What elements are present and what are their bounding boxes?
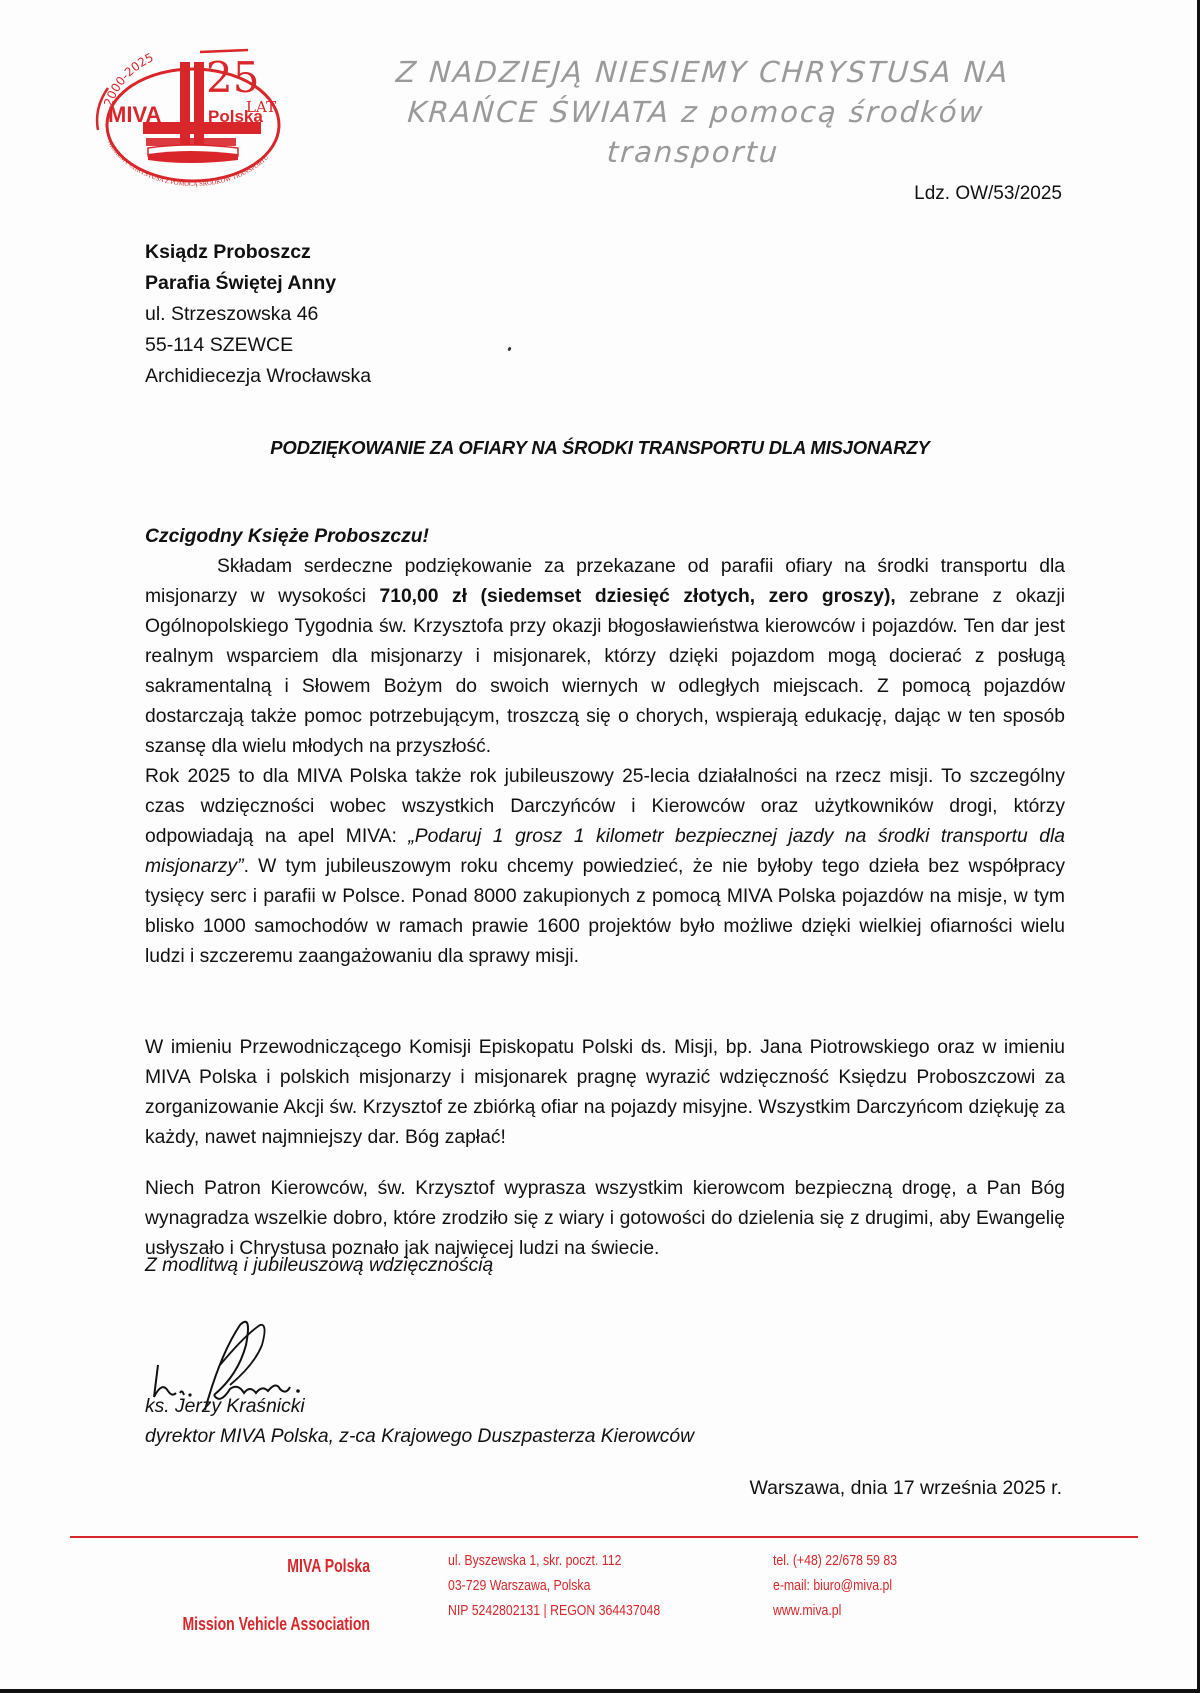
logo-years-text: 2000-2025 — [101, 50, 156, 109]
p1b-before-quote: Rok 2025 to dla MIVA Polska także rok jubileuszowy 25-lecia działalności na rzecz misji. To szczególny czas wdzięczności wobec wszystkich Darczyńców i Kierowców oraz użytkowników drogi, którzy odpowiadają na apel MIVA: — [145, 766, 1065, 847]
date-line: Warszawa, dnia 17 września 2025 r. — [749, 1477, 1062, 1499]
logo-miva-text: MIVA — [108, 102, 162, 127]
recipient-diocese: Archidiecezja Wrocławska — [145, 365, 372, 387]
footer-tax-ids: NIP 5242802131 | REGON 364437048 — [448, 1602, 661, 1619]
paragraph-3 — [145, 1174, 1065, 1264]
p1-before-amount: Składam serdeczne podziękowanie za przekazane od parafii ofiary na środki transportu dla misjonarzy w wysokości — [145, 556, 1065, 607]
miva-25-years-logo — [88, 30, 298, 200]
logo-25-text: 25 — [206, 53, 260, 102]
paragraph-3-text: Niech Patron Kierowców, św. Krzysztof wyprasza wszystkim kierowcom bezpieczną drogę, a Pan Bóg wynagradza wszelkie dobro, które zrodziło się z wiary i gotowości do dzielenia się z drugimi, aby Ewangelię usłyszało i Chrystusa poznało jak najwięcej ludzi na świecie. — [145, 1178, 1065, 1259]
miva-appeal-quote: „Podaruj 1 grosz 1 kilometr bezpiecznej jazdy na środki transportu dla misjonarzy” — [145, 826, 1065, 877]
footer-divider — [70, 1536, 1138, 1538]
footer-website[interactable]: www.miva.pl — [773, 1602, 842, 1619]
paragraph-1 — [145, 552, 1065, 972]
footer-phone: tel. (+48) 22/678 59 83 — [773, 1552, 898, 1569]
footer-address — [448, 1548, 660, 1623]
recipient-address — [145, 237, 371, 392]
paragraph-2-text: W imieniu Przewodniczącego Komisji Episkopatu Polski ds. Misji, bp. Jana Piotrowskiego oraz w imieniu MIVA Polska i polskich misjonarzy i misjonarek pragnę wyrazić wdzięczność Księdzu Proboszczowi za zorganizowanie Akcji św. Krzysztof ze zbiórką ofiar na pojazdy misyjne. Wszystkim Darczyńcom dziękuję za każdy, nawet najmniejszy dar. Bóg zapłać! — [145, 1037, 1065, 1148]
letter-subject: PODZIĘKOWANIE ZA OFIARY NA ŚRODKI TRANSPORTU DLA MISJONARZY — [270, 437, 930, 458]
footer-address-line-2: 03-729 Warszawa, Polska — [448, 1577, 591, 1594]
recipient-title: Ksiądz Proboszcz — [145, 241, 311, 263]
reference-number: Ldz. OW/53/2025 — [914, 183, 1062, 204]
closing-phrase: Z modlitwą i jubileuszową wdzięcznością — [145, 1255, 494, 1276]
footer-email[interactable]: e-mail: biuro@miva.pl — [773, 1577, 893, 1594]
logo-arc-text: NIESIEMY CHRYSTUSA Z POMOCĄ ŚRODKÓW TRANSPORTU — [105, 139, 271, 189]
tagline-line-1: Z NADZIEJĄ NIESIEMY CHRYSTUSA NA — [394, 55, 1011, 89]
p1-after-amount: zebrane z okazji Ogólnopolskiego Tygodnia św. Krzysztofa przy okazji błogosławieństwa kierowców i pojazdów. Ten dar jest realnym wsparciem dla misjonarzy i misjonarek, którzy dzięki pojazdom mogą docierać z posługą sakramentalną i Słowem Bożym do swoich wiernych w odległych miejscach. Z pomocą pojazdów dostarczają także pomoc potrzebującym, troszczą się o chorych, wspierają edukację, dając w ten sposób szansę dla wielu młodych na przyszłość. — [145, 586, 1065, 757]
tagline-line-2: KRAŃCE ŚWIATA z pomocą środków transportu — [406, 95, 986, 169]
salutation: Czcigodny Księże Proboszczu! — [145, 526, 429, 547]
footer-org-name: MIVA Polska — [287, 1556, 370, 1576]
signer-role: dyrektor MIVA Polska, z-ca Krajowego Duszpasterza Kierowców — [145, 1426, 695, 1447]
scan-edge-bottom — [0, 1689, 1200, 1693]
recipient-parish: Parafia Świętej Anny — [145, 272, 337, 294]
p1b-after-quote: . W tym jubileuszowym roku chcemy powiedzieć, że nie byłoby tego dzieła bez współpracy tysięcy serc i parafii w Polsce. Ponad 8000 zakupionych z pomocą MIVA Polska pojazdów na misje, w tym blisko 1000 samochodów w ramach prawie 1600 projektów było możliwe dzięki wielkiej ofiarności wielu ludzi i szczeremu zaangażowaniu dla sprawy misji. — [145, 856, 1065, 967]
recipient-street: ul. Strzeszowska 46 — [145, 303, 319, 325]
recipient-city: 55-114 SZEWCE — [145, 334, 294, 356]
logo-lat-text: LAT — [246, 98, 276, 116]
scan-speck — [507, 347, 512, 352]
header-tagline — [336, 52, 1064, 172]
signer-block — [145, 1392, 694, 1452]
logo-polska-text: Polska — [208, 107, 263, 126]
footer-contact — [773, 1548, 897, 1623]
footer-org-full-name: Mission Vehicle Association — [182, 1614, 370, 1634]
signer-name: ks. Jerzy Kraśnicki — [145, 1396, 305, 1417]
paragraph-2 — [145, 1033, 1065, 1153]
donation-amount: 710,00 zł (siedemset dziesięć złotych, zero groszy), — [379, 586, 896, 607]
footer-address-line-1: ul. Byszewska 1, skr. poczt. 112 — [448, 1552, 622, 1569]
